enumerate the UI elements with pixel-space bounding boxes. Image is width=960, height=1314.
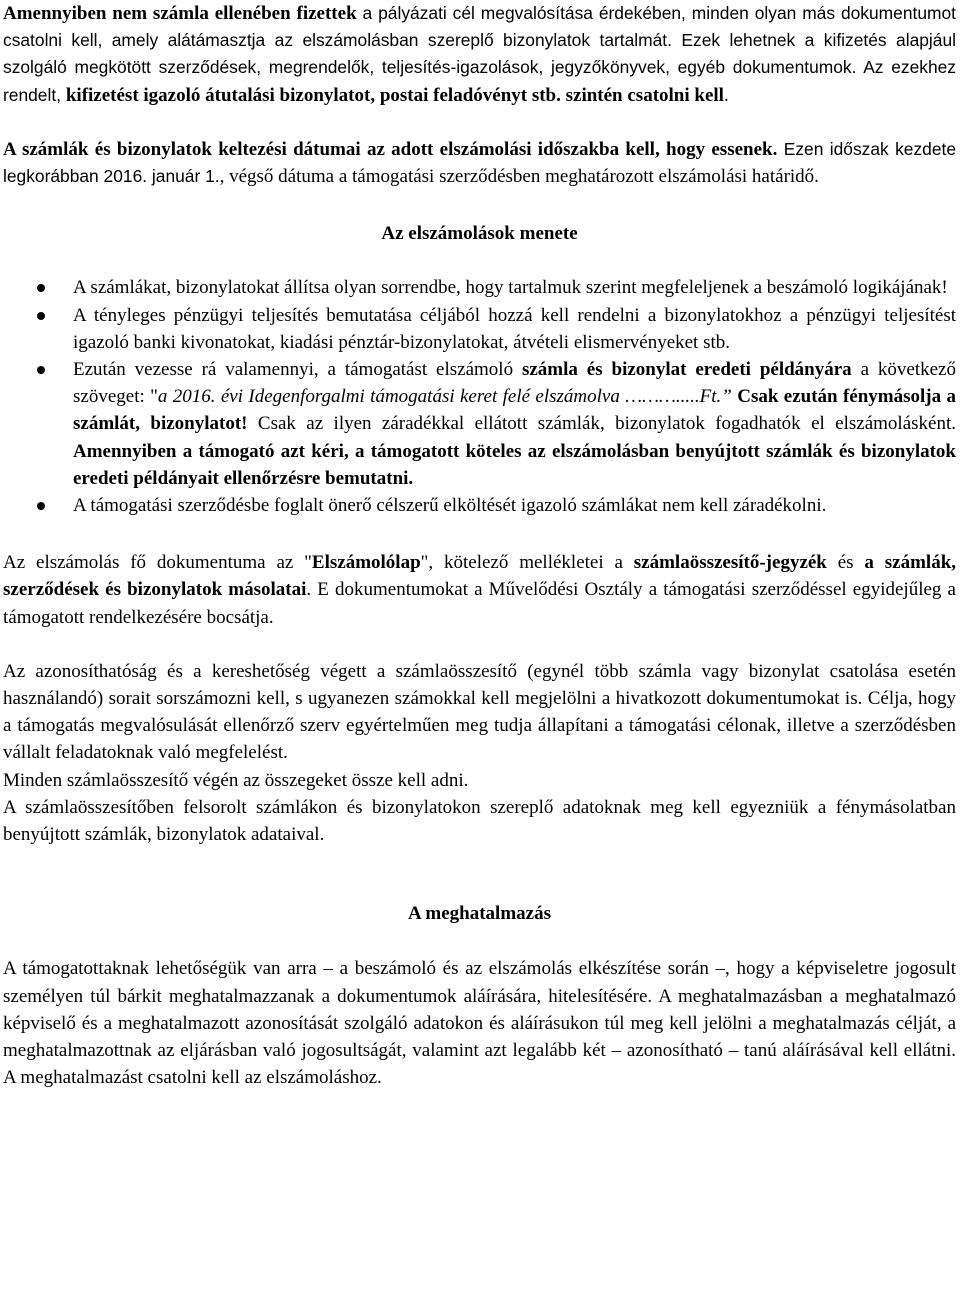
body-text: . — [723, 84, 729, 106]
bold-text: A számlák és bizonylatok keltezési dátumai az adott elszámolási időszakba kell, hogy essenek. — [3, 138, 778, 160]
bullet-icon — [37, 502, 45, 510]
body-text: . E dokumentumokat a Művelődési Osztály a támogatási szerződéssel egyidejűleg a támogatott rendelkezésére bocsátja. — [3, 579, 956, 628]
bold-text: a számlák, szerződések és bizonylatok másolatai — [3, 552, 957, 601]
paragraph-identifiability: Az azonosíthatóság és a kereshetőség végett a számlaösszesítő (egynél több számla vagy bizonylat csatolása esetén használandó) sorait sorszámozni kell, s ugyanezen számokkal kell megjelölni a hivatkozott dokumentumokat is. Célja, hogy a támogatás megvalósulását ellenőrző szerv egyértelműen meg tudja állapítani a támogatási célonak, illetve a szerződésben vállalt feladatoknak való megfelelést. — [3, 660, 956, 764]
body-text: és — [826, 552, 865, 574]
paragraph-sum: Minden számlaösszesítő végén az összegeket össze kell adni. — [3, 769, 469, 791]
section-heading-process: Az elszámolások menete — [381, 223, 578, 245]
paragraph-main-document — [3, 549, 956, 631]
paragraph-dates — [3, 136, 956, 190]
process-list — [3, 274, 956, 519]
list-item — [3, 356, 956, 492]
list-item — [3, 302, 956, 356]
bullet-icon — [37, 284, 45, 292]
bold-text: Elszámolólap — [311, 552, 421, 574]
list-item — [3, 492, 956, 519]
list-item-text: A számlákat, bizonylatokat állítsa olyan sorrendbe, hogy tartalmuk szerint megfeleljenek a beszámoló logikájának! — [73, 277, 948, 299]
paragraph-other-documents — [3, 0, 956, 109]
bold-text: Csak ezután fénymásolja a számlát, bizonylatot! — [73, 386, 956, 435]
body-text: Ezen időszak kezdete legkorábban 2016. január 1. — [3, 138, 956, 187]
body-text: Az elszámolás fő dokumentuma az " — [3, 552, 312, 574]
list-item-text: a következő szöveget: " — [73, 359, 956, 408]
paragraph-authorization: A támogatottaknak lehetőségük van arra – a beszámoló és az elszámolás elkészítése során –, hogy a képviseletre jogosult személyen túl bárkit meghatalmazzanak a dokumentumok aláírására, hitelesítésére. A meghatalmazásban a meghatalmazó képviselő és a meghatalmazott azonosítását szolgáló adatokon és aláírásukon túl meg kell jelölni a meghatalmazás célját, a meghatalmazottnak az eljárásban való jogosultságát, valamint azt legalább két – azonosítható – tanú aláírásával kell ellátni. A meghatalmazást csatolni kell az elszámoláshoz. — [3, 958, 956, 1089]
paragraph-matching-data: A számlaösszesítőben felsorolt számlákon és bizonylatokon szereplő adatoknak meg kell egyezniük a fénymásolatban benyújtott számlák, bizonylatok adataival. — [3, 796, 956, 846]
list-item-text: Csak az ilyen záradékkal ellátott számlák, bizonylatok fogadhatók el elszámolásként. — [247, 413, 956, 435]
body-text: a pályázati cél megvalósítása érdekében, minden olyan más dokumentumot csatolni kell, amely alátámasztja az elszámolásban szereplő bizonylatok tartalmát. Ezek lehetnek a kifizetés alapjául szolgáló megkötött szerződések, megrendelők, teljesítés-igazolások, jegyzőkönyvek, egyéb dokumentumok. Az ezekhez rendelt, — [3, 3, 956, 105]
italic-text: a 2016. évi Idegenforgalmi támogatási keret felé elszámolva ……….....Ft.” — [157, 386, 732, 408]
bold-text: Amennyiben nem számla ellenében fizettek — [3, 3, 357, 24]
list-item-text: A tényleges pénzügyi teljesítés bemutatása céljából hozzá kell rendelni a bizonylatokhoz a pénzügyi teljesítést igazoló banki kivonatokat, kiadási pénztár-bizonylatokat, átvételi elismervényeket stb. — [73, 304, 956, 353]
body-text: ", kötelező mellékletei a — [420, 552, 634, 574]
bold-text: számla és bizonylat eredeti példányára — [521, 359, 852, 381]
bold-text: kifizetést igazoló átutalási bizonylatot, postai feladóvényt stb. szintén csatolni kell — [65, 84, 724, 106]
list-item-text: A támogatási szerződésbe foglalt önerő célszerű elköltését igazoló számlákat nem kell záradékolni. — [73, 495, 827, 517]
section-heading-authorization: A meghatalmazás — [407, 903, 551, 925]
list-item — [3, 274, 956, 301]
bullet-icon — [37, 366, 45, 374]
bold-text: számlaösszesítő-jegyzék — [633, 552, 827, 574]
bullet-icon — [37, 312, 45, 320]
bold-text: Amennyiben a támogató azt kéri, a támogatott köteles az elszámolásban benyújtott számlák és bizonylatok eredeti példányait ellenőrzésre bemutatni. — [73, 440, 956, 489]
body-text: , végső dátuma a támogatási szerződésben meghatározott elszámolási határidő. — [219, 166, 819, 188]
list-item-text: Ezután vezesse rá valamennyi, a támogatást elszámoló — [73, 359, 522, 381]
